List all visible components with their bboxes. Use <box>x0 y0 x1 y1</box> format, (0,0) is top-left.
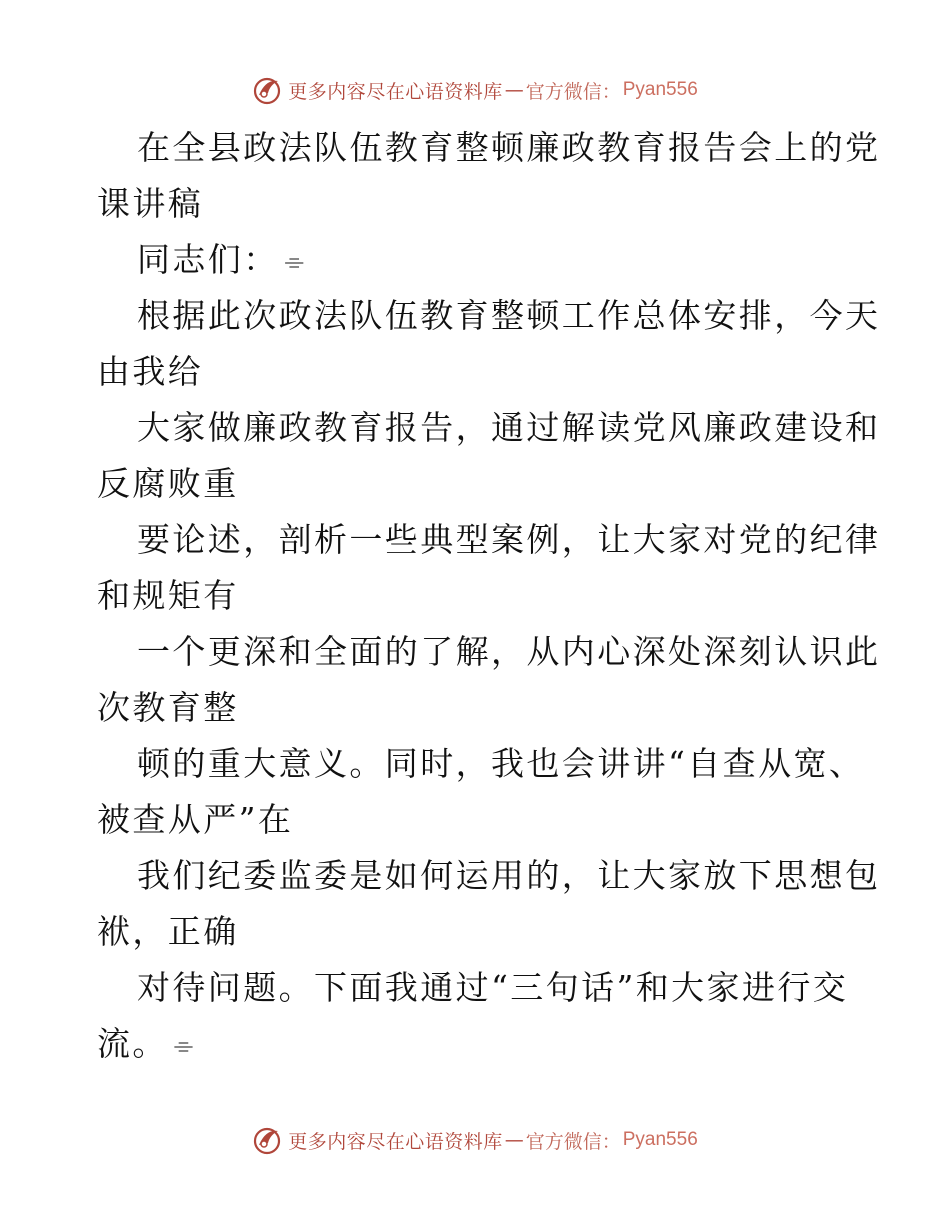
text-line <box>97 512 881 568</box>
text-line-content: 袱，正确 <box>97 912 239 951</box>
text-line-content: 要论述，剖析一些典型案例，让大家对党的纪律 <box>137 520 881 559</box>
text-line-content: 课讲稿 <box>97 184 204 223</box>
text-line <box>97 176 857 232</box>
text-line <box>97 232 857 288</box>
brand-logo-icon <box>252 1125 282 1155</box>
text-line-content: 次教育整 <box>97 688 239 727</box>
text-line-content: 被查从严”在 <box>97 800 294 839</box>
text-line <box>97 624 881 680</box>
text-line-content: 大家做廉政教育报告，通过解读党风廉政建设和 <box>137 408 881 447</box>
text-line-content: 反腐败重 <box>97 464 239 503</box>
text-line <box>97 568 857 624</box>
banner-dash: — <box>504 79 524 101</box>
banner-site-name: 更多内容尽在心语资料库 <box>288 1130 503 1153</box>
banner-wechat-label: 官方微信： <box>525 1130 621 1153</box>
banner-wechat-label: 官方微信： <box>525 80 621 103</box>
text-line-content: 顿的重大意义。同时，我也会讲讲“自查从宽、 <box>137 744 865 783</box>
text-line <box>97 120 881 176</box>
text-line-content: 根据此次政法队伍教育整顿工作总体安排，今天 <box>137 296 881 335</box>
paragraph-mark-icon: ⌯ <box>173 1031 194 1059</box>
text-line-content: 流。 <box>97 1024 168 1063</box>
banner-site-name: 更多内容尽在心语资料库 <box>288 80 503 103</box>
document-body <box>97 120 881 1072</box>
text-line-content: 我们纪委监委是如何运用的，让大家放下思想包 <box>137 856 881 895</box>
text-line-content: 由我给 <box>97 352 204 391</box>
text-line <box>97 456 857 512</box>
text-line-content: 在全县政法队伍教育整顿廉政教育报告会上的党 <box>137 128 881 167</box>
text-line <box>97 904 857 960</box>
brand-logo-icon <box>252 75 282 105</box>
banner-dash: — <box>504 1129 524 1151</box>
header-banner <box>0 70 950 110</box>
footer-banner <box>0 1120 950 1160</box>
text-line <box>97 680 857 736</box>
banner-wechat-id: Pyan556 <box>622 1129 698 1150</box>
text-line <box>97 736 865 792</box>
banner-wechat-id: Pyan556 <box>622 79 698 100</box>
text-line <box>97 400 881 456</box>
paragraph-mark-icon: ⌯ <box>284 247 304 275</box>
text-line <box>97 288 881 344</box>
text-line-content: 对待问题。下面我通过“三句话”和大家进行交 <box>137 968 849 1007</box>
text-line <box>97 1016 857 1072</box>
text-line-content: 同志们： <box>137 240 279 279</box>
text-line <box>97 960 857 1016</box>
text-line-content: 一个更深和全面的了解，从内心深处深刻认识此 <box>137 632 881 671</box>
text-line <box>97 792 857 848</box>
text-line <box>97 848 881 904</box>
paragraph <box>97 120 881 1072</box>
text-line <box>97 344 857 400</box>
text-line-content: 和规矩有 <box>97 576 239 615</box>
